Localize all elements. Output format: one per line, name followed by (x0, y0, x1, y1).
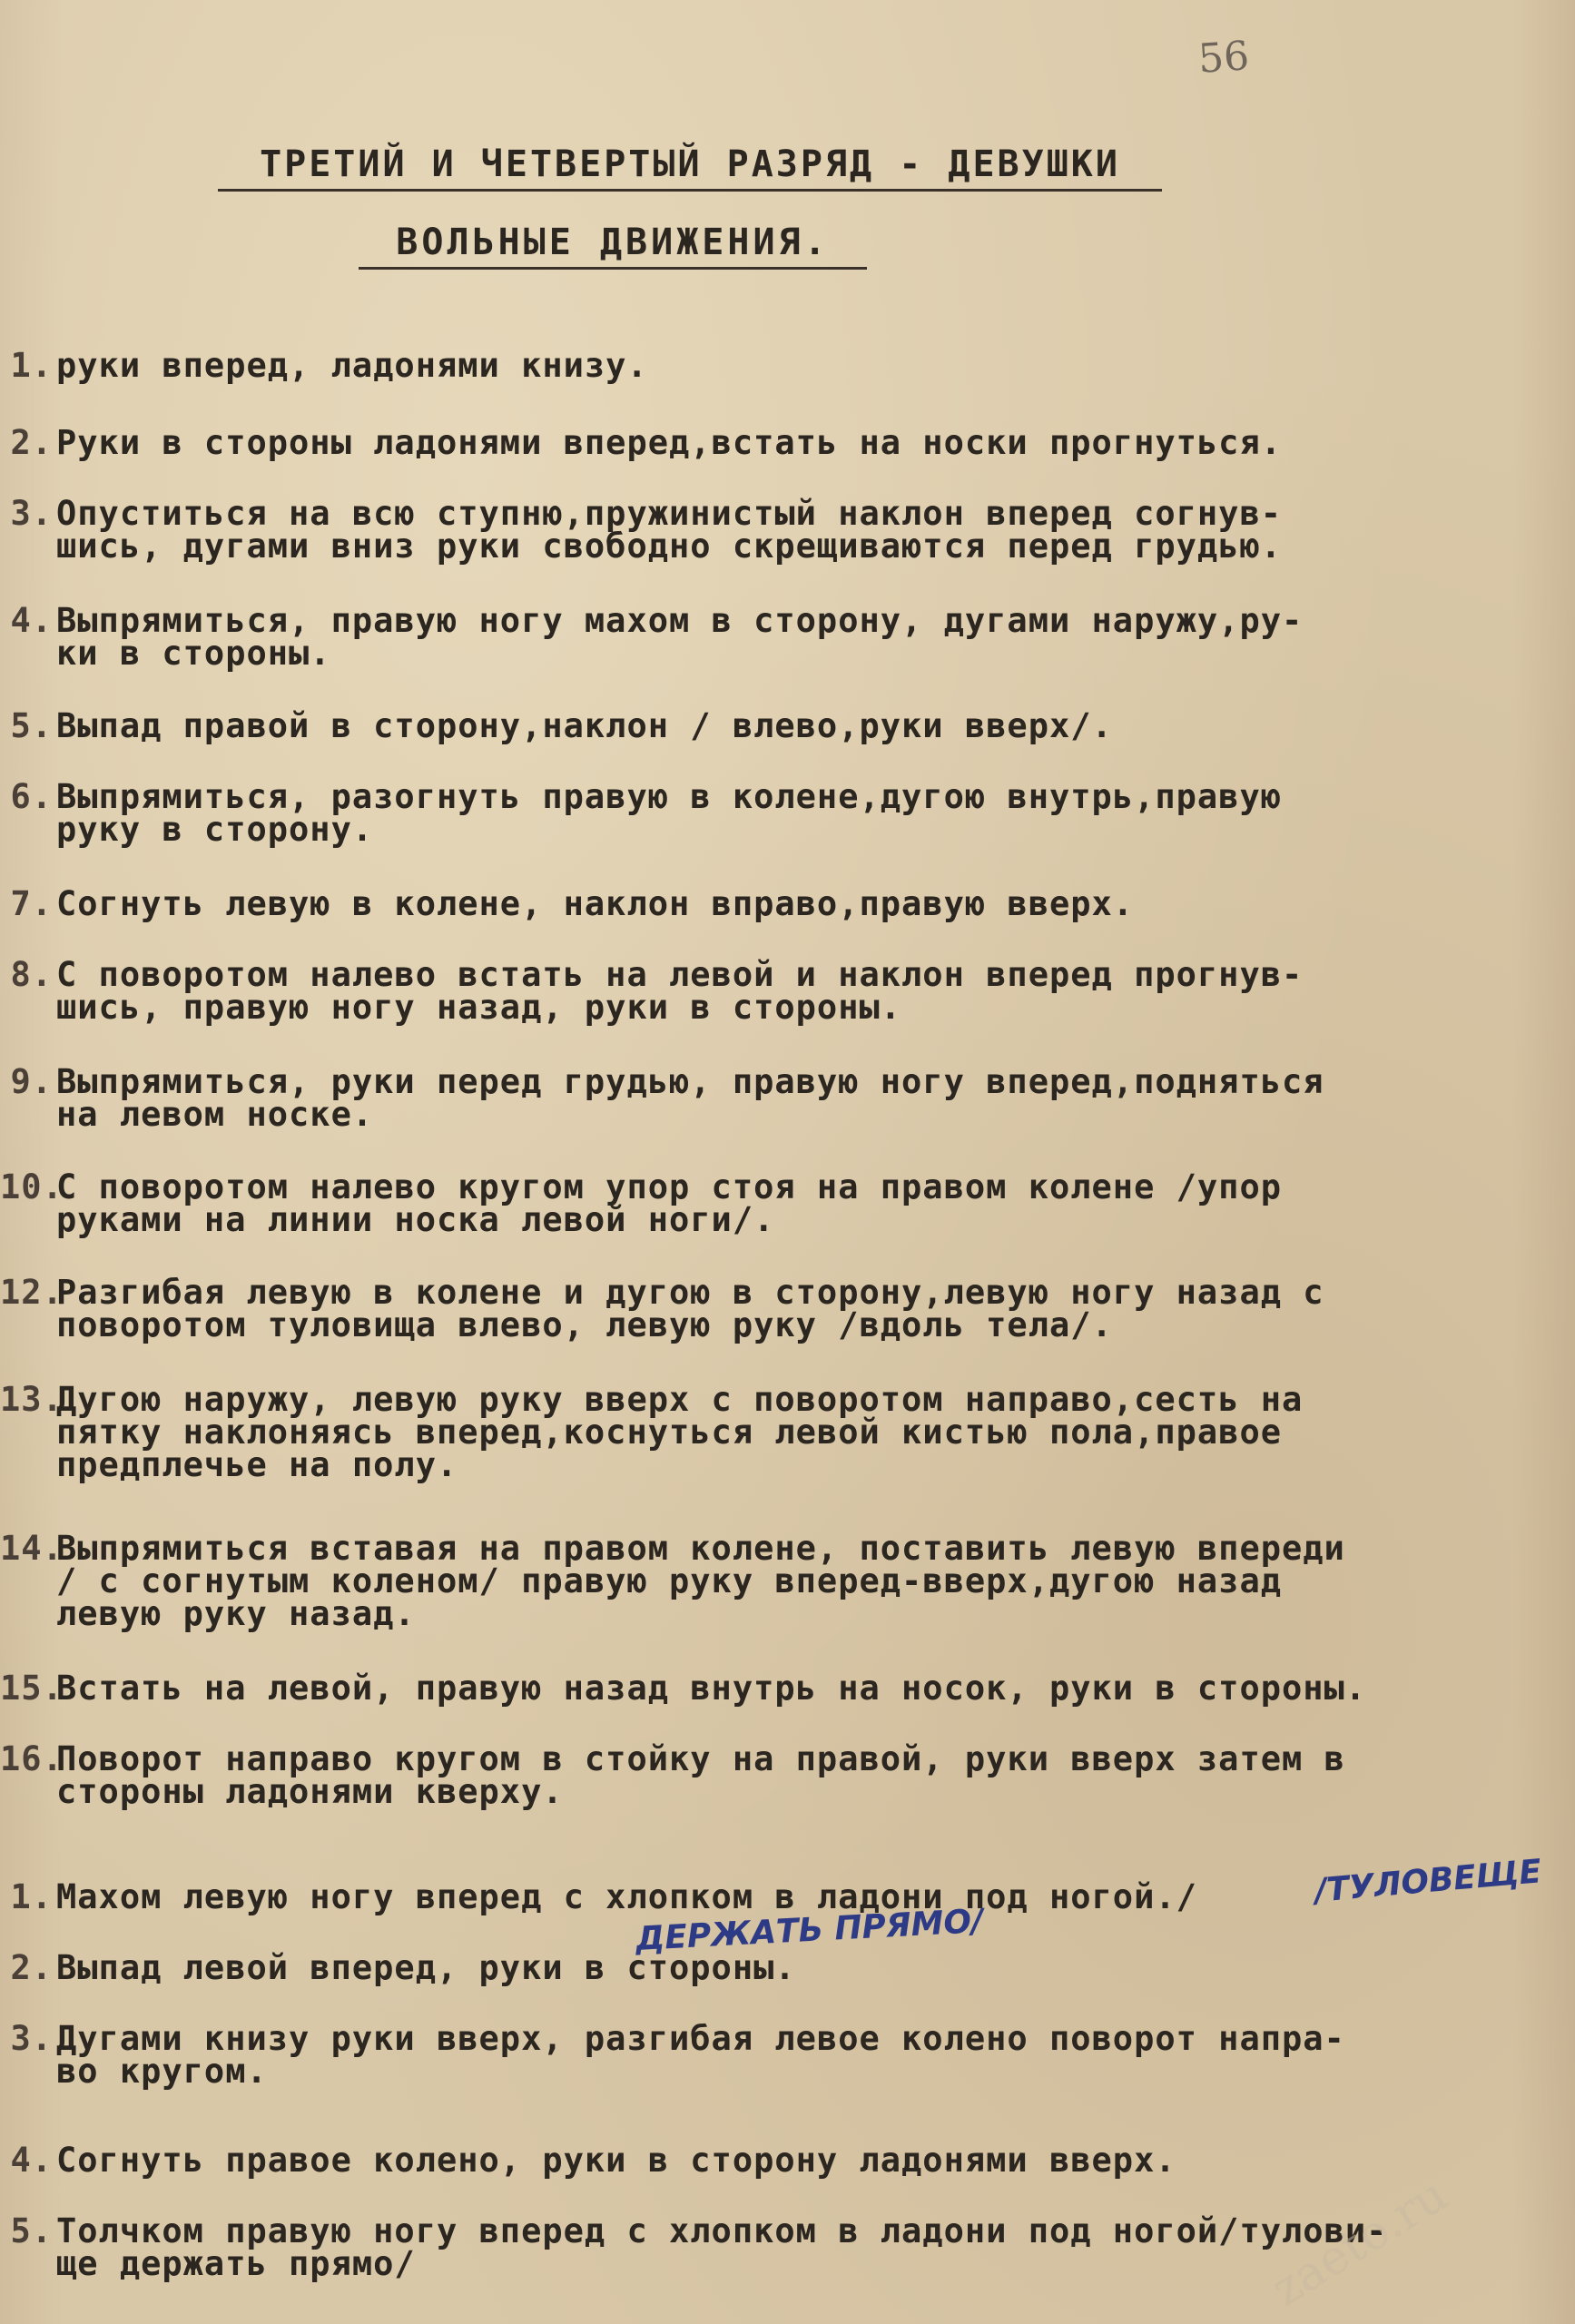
exercise-line: Согнуть правое колено, руки в сторону ладонями вверх. (56, 2141, 1176, 2180)
exercise-line: Выпрямиться, разогнуть правую в колене,дугою внутрь,правую (56, 777, 1283, 816)
exercise-line: предплечье на полу. (56, 1445, 458, 1484)
exercise-line: левую руку назад. (56, 1594, 416, 1633)
exercise-line: Толчком правую ногу вперед с хлопком в ладони под ногой/тулови- (56, 2211, 1388, 2250)
exercise-text (56, 494, 1283, 566)
exercise-line: Выпад левой вперед, руки в стороны. (56, 1948, 796, 1987)
exercise-line: Махом левую ногу вперед с хлопком в ладони под ногой./ (56, 1877, 1197, 1916)
exercise-number: 16. (0, 1739, 64, 1778)
exercise-number: 8. (10, 955, 53, 994)
exercise-number: 5. (10, 2211, 53, 2250)
exercise-number: 1. (10, 346, 53, 385)
exercise-line: Дугами книзу руки вверх, разгибая левое колено поворот напра- (56, 2019, 1345, 2058)
exercise-number: 10. (0, 1167, 64, 1206)
exercise-line: Выпрямиться вставая на правом колене, поставить левую впереди (56, 1529, 1345, 1568)
exercise-line: шись, правую ногу назад, руки в стороны. (56, 988, 902, 1027)
exercise-text (56, 955, 1304, 1027)
exercise-text (56, 1529, 1345, 1633)
exercise-number: 3. (10, 494, 53, 533)
folio-number: 56 (1196, 33, 1251, 83)
exercise-line: Дугою наружу, левую руку вверх с поворотом направо,сесть на (56, 1380, 1304, 1419)
exercise-line: Согнуть левую в колене, наклон вправо,правую вверх. (56, 884, 1135, 923)
exercise-line: С поворотом налево встать на левой и наклон вперед прогнув- (56, 955, 1304, 994)
exercise-line: Разгибая левую в колене и дугою в сторону,левую ногу назад с (56, 1273, 1324, 1312)
exercise-line: во кругом. (56, 2052, 268, 2091)
exercise-line: поворотом туловища влево, левую руку /вдоль тела/. (56, 1305, 1113, 1344)
exercise-line: ще держать прямо/ (56, 2244, 416, 2283)
exercise-line: Встать на левой, правую назад внутрь на носок, руки в стороны. (56, 1669, 1367, 1708)
exercise-line: руками на линии носка левой ноги/. (56, 1200, 775, 1239)
exercise-number: 14. (0, 1529, 64, 1568)
exercise-number: 3. (10, 2019, 53, 2058)
page-title: ТРЕТИЙ И ЧЕТВЕРТЫЙ РАЗРЯД - ДЕВУШКИ (218, 143, 1162, 192)
exercise-number: 9. (10, 1062, 53, 1101)
handwritten-note-2: ДЕРЖАТЬ ПРЯМО/ (635, 1902, 985, 1959)
exercise-number: 4. (10, 2141, 53, 2180)
exercise-line: Выпрямиться, руки перед грудью, правую ногу вперед,подняться (56, 1062, 1324, 1101)
exercise-text (56, 601, 1304, 673)
exercise-text (56, 706, 1113, 745)
exercise-number: 4. (10, 601, 53, 640)
exercise-text (56, 884, 1135, 923)
exercise-line: Выпрямиться, правую ногу махом в сторону, дугами наружу,ру- (56, 601, 1304, 640)
exercise-line: пятку наклоняясь вперед,коснуться левой кистью пола,правое (56, 1413, 1283, 1452)
exercise-number: 15. (0, 1669, 64, 1708)
exercise-number: 13. (0, 1380, 64, 1419)
exercise-line: Руки в стороны ладонями вперед,встать на носки прогнуться. (56, 423, 1283, 462)
exercise-text (56, 1062, 1324, 1134)
exercise-line: Поворот направо кругом в стойку на правой, руки вверх затем в (56, 1739, 1345, 1778)
exercise-number: 7. (10, 884, 53, 923)
exercise-line: руку в сторону. (56, 810, 374, 849)
exercise-number: 6. (10, 777, 53, 816)
exercise-text (56, 777, 1283, 849)
exercise-text (56, 423, 1283, 462)
exercise-text (56, 1739, 1345, 1811)
exercise-text (56, 2141, 1176, 2180)
exercise-text (56, 2019, 1345, 2091)
exercise-text (56, 1948, 796, 1987)
exercise-line: / с согнутым коленом/ правую руку вперед-вверх,дугою назад (56, 1561, 1283, 1600)
exercise-line: руки вперед, ладонями книзу. (56, 346, 648, 385)
exercise-text (56, 1380, 1304, 1484)
exercise-line: С поворотом налево кругом упор стоя на правом колене /упор (56, 1167, 1283, 1206)
exercise-number: 2. (10, 423, 53, 462)
exercise-number: 5. (10, 706, 53, 745)
exercise-number: 12. (0, 1273, 64, 1312)
exercise-text (56, 346, 648, 385)
exercise-text (56, 1167, 1283, 1239)
handwritten-note-1: /ТУЛОВЕЩЕ (1313, 1853, 1543, 1910)
exercise-line: на левом носке. (56, 1095, 374, 1134)
exercise-text (56, 2211, 1388, 2283)
page-subtitle: ВОЛЬНЫЕ ДВИЖЕНИЯ. (359, 222, 867, 270)
exercise-number: 2. (10, 1948, 53, 1987)
exercise-line: ки в стороны. (56, 634, 331, 673)
exercise-text (56, 1273, 1324, 1344)
exercise-line: стороны ладонями кверху. (56, 1772, 564, 1811)
exercise-number: 1. (10, 1877, 53, 1916)
exercise-line: Опуститься на всю ступню,пружинистый наклон вперед согнув- (56, 494, 1283, 533)
exercise-line: Выпад правой в сторону,наклон / влево,руки вверх/. (56, 706, 1113, 745)
exercise-line: шись, дугами вниз руки свободно скрещиваются перед грудью. (56, 527, 1283, 566)
exercise-text (56, 1669, 1367, 1708)
exercise-text (56, 1877, 1197, 1916)
watermark: zaeto.ru (1262, 2167, 1457, 2318)
